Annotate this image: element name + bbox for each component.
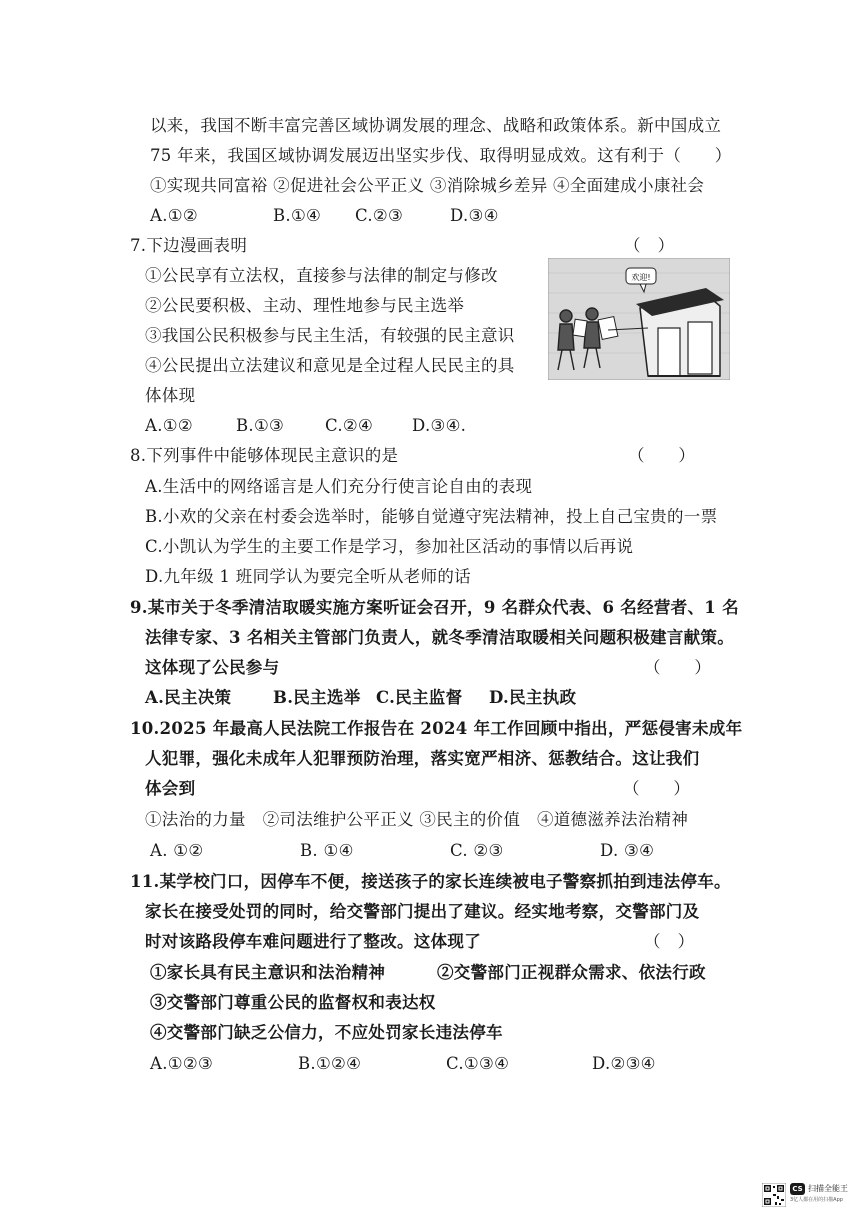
q11-option-a: A.①②③	[150, 1054, 214, 1073]
q10-option-c: C. ②③	[450, 841, 504, 860]
q6-statements: ①实现共同富裕 ②促进社会公平正义 ③消除城乡差异 ④全面建成小康社会	[150, 176, 705, 195]
q8-option-c: C.小凯认为学生的主要工作是学习，参加社区活动的事情以后再说	[145, 537, 634, 556]
q6-option-b: B.①④	[273, 206, 322, 225]
q8-stem: 8.下列事件中能够体现民主意识的是	[130, 446, 399, 465]
q11-statement-4: ④交警部门缺乏公信力，不应处罚家长违法停车	[150, 1023, 503, 1042]
q7-stem: 7.下边漫画表明	[130, 236, 248, 255]
q9-answer-bracket: （ ）	[644, 658, 712, 677]
q9-option-b: B.民主选举	[273, 688, 361, 707]
cartoon-image	[548, 258, 730, 380]
camscanner-logo-icon: CS	[790, 1183, 805, 1195]
q10-option-a: A. ①②	[150, 841, 204, 860]
q10-option-d: D. ③④	[600, 841, 655, 860]
q11-option-c: C.①③④	[446, 1054, 510, 1073]
q6-option-c: C.②③	[355, 206, 404, 225]
q10-stem-line3: 体会到	[145, 779, 196, 798]
q11-option-b: B.①②④	[298, 1054, 362, 1073]
cartoon-speech: 欢迎!	[631, 273, 651, 282]
q9-option-c: C.民主监督	[376, 688, 463, 707]
q7-option-d: D.③④.	[412, 416, 467, 435]
q6-stem-line2: 75 年来，我国区域协调发展迈出坚实步伐、取得明显成效。这有利于（ ）	[150, 146, 732, 165]
q9-option-d: D.民主执政	[489, 688, 577, 707]
q8-option-d: D.九年级 1 班同学认为要完全听从老师的话	[145, 567, 471, 586]
q6-option-a: A.①②	[150, 206, 198, 225]
qr-code-icon	[762, 1183, 786, 1207]
q11-statement-1: ①家长具有民主意识和法治精神	[150, 963, 386, 982]
q11-stem-line2: 家长在接受处罚的同时，给交警部门提出了建议。经实地考察，交警部门及	[145, 902, 700, 921]
q7-statement-3: ③我国公民积极参与民主生活，有较强的民主意识	[145, 326, 515, 345]
q8-answer-bracket: （ ）	[628, 446, 696, 465]
q6-stem-line1: 以来，我国不断丰富完善区域协调发展的理念、战略和政策体系。新中国成立	[150, 116, 722, 135]
q6-option-d: D.③④	[450, 206, 499, 225]
q7-option-a: A.①②	[145, 416, 193, 435]
q11-options	[150, 1053, 670, 1075]
scanner-app-name: 扫描全能王	[808, 1184, 848, 1193]
q10-stem-line2: 人犯罪，强化未成年人犯罪预防治理，落实宽严相济、惩教结合。这让我们	[145, 749, 700, 768]
q11-statement-2: ②交警部门正视群众需求、依法行政	[437, 963, 706, 982]
q7-statement-4: ④公民提出立法建议和意见是全过程人民民主的具	[145, 356, 515, 375]
q9-option-a: A.民主决策	[145, 688, 232, 707]
q9-stem-line1: 9.某市关于冬季清洁取暖实施方案听证会召开，9 名群众代表、6 名经营者、1 名	[130, 598, 739, 617]
q11-stem-line1: 11.某学校门口，因停车不便，接送孩子的家长连续被电子警察抓拍到违法停车。	[130, 872, 731, 891]
q7-options	[145, 415, 505, 437]
q9-stem-line2: 法律专家、3 名相关主管部门负责人，就冬季清洁取暖相关问题积极建言献策。	[145, 628, 735, 647]
q9-options	[145, 687, 585, 709]
q11-answer-bracket: （ ）	[644, 932, 695, 951]
q10-option-b: B. ①④	[300, 841, 354, 860]
q10-statements: ①法治的力量 ②司法维护公平正义 ③民主的价值 ④道德滋养法治精神	[145, 810, 689, 829]
q11-statement-3: ③交警部门尊重公民的监督权和表达权	[150, 993, 436, 1012]
q7-option-b: B.①③	[236, 416, 285, 435]
q7-option-c: C.②④	[325, 416, 374, 435]
q9-stem-line3: 这体现了公民参与	[145, 658, 280, 677]
q8-option-a: A.生活中的网络谣言是人们充分行使言论自由的表现	[145, 477, 533, 496]
q8-option-b: B.小欢的父亲在村委会选举时，能够自觉遵守宪法精神，投上自己宝贵的一票	[145, 507, 718, 526]
q10-options	[150, 840, 655, 862]
q10-answer-bracket: （ ）	[623, 779, 691, 798]
q7-statement-2: ②公民要积极、主动、理性地参与民主选举	[145, 296, 465, 315]
q6-options	[150, 205, 550, 227]
q11-stem-line3: 时对该路段停车难问题进行了整改。这体现了	[145, 932, 481, 951]
q7-statement-4-cont: 体体现	[145, 386, 196, 405]
q7-answer-bracket: （ ）	[624, 236, 675, 255]
scanner-app-tagline: 3亿人都在用的扫描App	[790, 1197, 843, 1203]
scanner-watermark	[762, 1183, 858, 1223]
q10-stem-line1: 10.2025 年最高人民法院工作报告在 2024 年工作回顾中指出，严惩侵害未成年	[130, 719, 743, 738]
q7-statement-1: ①公民享有立法权，直接参与法律的制定与修改	[145, 266, 498, 285]
q11-option-d: D.②③④	[592, 1054, 656, 1073]
